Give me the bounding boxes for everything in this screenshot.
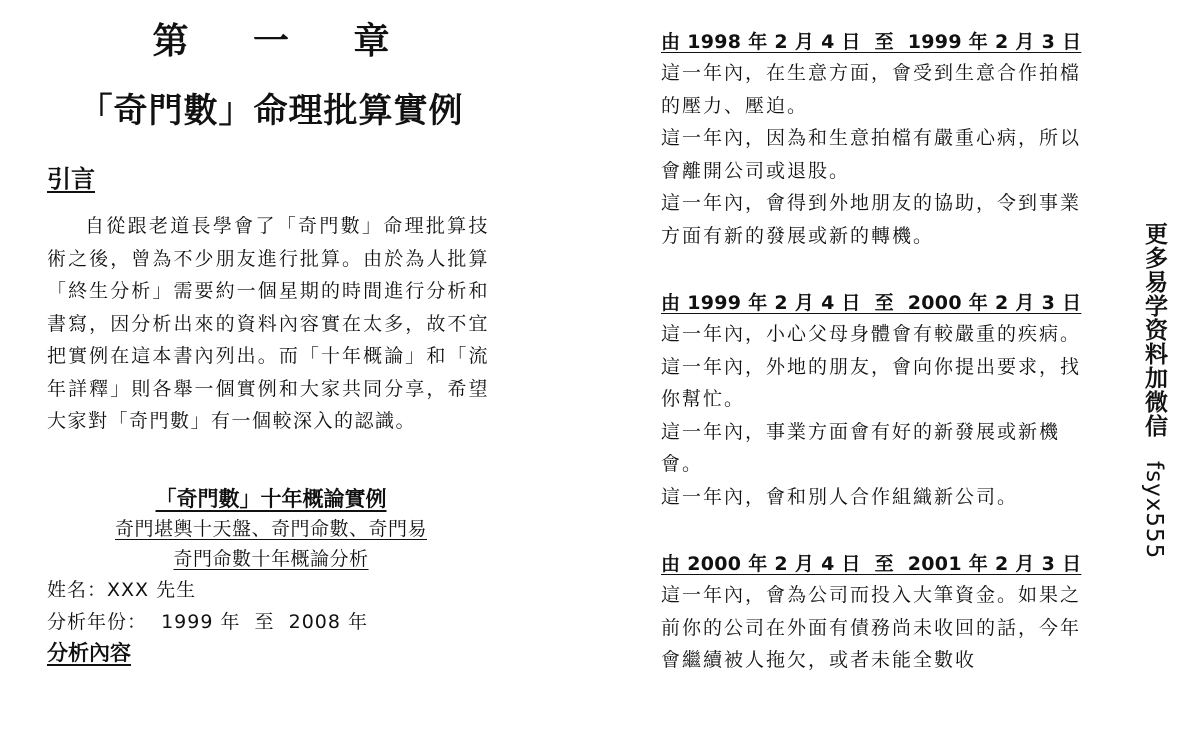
year-paragraph: 這一年內，會為公司而投入大筆資金。如果之前你的公司在外面有債務尚未收回的話，今年會繼續被人拖欠，或者未能全數收	[661, 584, 1082, 671]
year-paragraph: 這一年內，在生意方面，會受到生意合作拍檔的壓力、壓迫。	[661, 62, 1082, 117]
example-subtitle-1: 奇門堪輿十天盤、奇門命數、奇門易	[114, 517, 427, 540]
side-note-wechat-id: fsyx555	[1141, 461, 1167, 560]
side-note-cjk: 更多易学资料加微信	[1141, 222, 1167, 438]
left-column	[47, 18, 495, 668]
year-paragraph: 這一年內，事業方面會有好的新發展或新機會。	[661, 420, 1061, 475]
year-paragraph: 這一年內，外地的朋友，會向你提出要求，找你幫忙。	[661, 355, 1082, 410]
analysis-years-line: 分析年份： 1999 年 至 2008 年	[47, 610, 369, 633]
example-title: 「奇門數」十年概論實例	[155, 486, 387, 511]
year-paragraph: 這一年內，會和別人合作組織新公司。	[661, 485, 1019, 508]
year-paragraph: 這一年內，小心父母身體會有較嚴重的疾病。	[661, 323, 1082, 345]
year-paragraph: 這一年內，因為和生意拍檔有嚴重心病，所以會離開公司或退股。	[661, 127, 1082, 182]
intro-heading: 引言	[47, 165, 95, 193]
year-section	[661, 288, 1106, 513]
right-column	[661, 27, 1106, 713]
side-watermark-note	[1138, 222, 1171, 622]
year-section	[661, 549, 1106, 677]
year-paragraph: 這一年內，會得到外地朋友的協助，令到事業方面有新的發展或新的轉機。	[661, 192, 1082, 247]
example-subtitle-2: 奇門命數十年概論分析	[173, 547, 369, 570]
example-block	[47, 484, 495, 574]
year-heading: 由 1998 年 2 月 4 日 至 1999 年 2 月 3 日	[661, 31, 1082, 53]
book-title: 「奇門數」命理批算實例	[78, 91, 464, 131]
intro-paragraph: 自從跟老道長學會了「奇門數」命理批算技術之後，曾為不少朋友進行批算。由於為人批算「終生分析」需要約一個星期的時間進行分析和書寫，因分析出來的資料內容實在太多，故不宜把實例在這本書內列出。而「十年概論」和「流年詳釋」則各舉一個實例和大家共同分享，希望大家對「奇門數」有一個較深入的認識。	[47, 215, 489, 432]
analysis-heading: 分析內容	[47, 640, 131, 665]
year-section	[661, 27, 1106, 252]
chapter-heading: 第 一 章	[152, 21, 416, 62]
year-heading: 由 1999 年 2 月 4 日 至 2000 年 2 月 3 日	[661, 292, 1082, 314]
client-name-line: 姓名：XXX 先生	[47, 578, 197, 601]
year-heading: 由 2000 年 2 月 4 日 至 2001 年 2 月 3 日	[661, 553, 1082, 575]
